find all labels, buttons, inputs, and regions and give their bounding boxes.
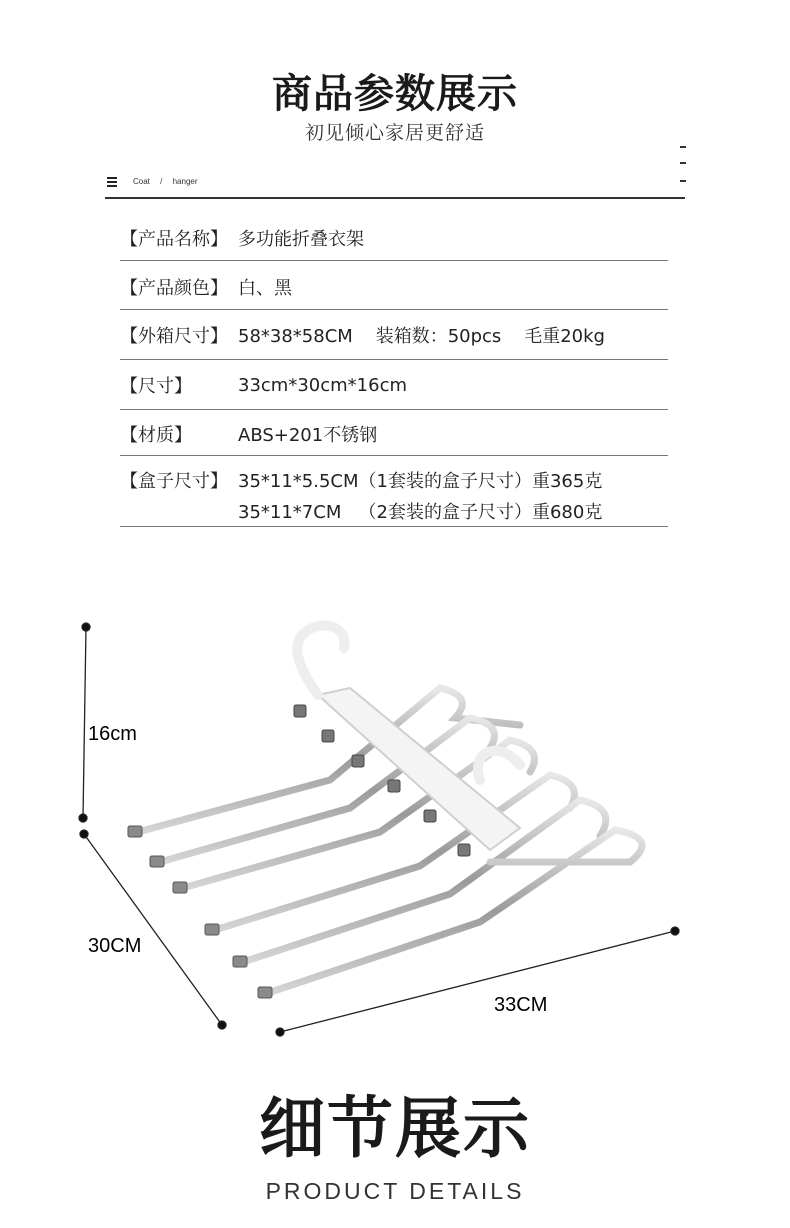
depth-dimension-label: 30CM [88, 935, 142, 957]
spec-label: 【产品颜色】 [120, 278, 228, 299]
spec-value: 白、黑 [238, 278, 292, 299]
spec-row-box [120, 455, 668, 527]
spec-value: 35*11*5.5CM（1套装的盒子尺寸）重365克 [238, 471, 603, 492]
spec-value: 58*38*58CM 装箱数：50pcs 毛重20kg [238, 326, 605, 347]
spec-row-name [120, 214, 668, 261]
spec-row-material [120, 409, 668, 456]
side-dash [680, 146, 686, 148]
spec-label: 【材质】 [120, 425, 192, 446]
spec-value: 多功能折叠衣架 [238, 229, 364, 250]
width-dimension-label: 33CM [494, 994, 548, 1016]
header-divider [105, 197, 685, 199]
spec-value-second: 35*11*7CM （2套装的盒子尺寸）重680克 [238, 502, 603, 523]
page-subtitle: 初见倾心家居更舒适 [304, 122, 485, 144]
side-dash [680, 180, 686, 182]
spec-value: ABS+201不锈钢 [238, 425, 378, 446]
tag-coat: Coat [133, 177, 150, 186]
height-dimension-label: 16cm [88, 723, 137, 745]
side-dash [680, 162, 686, 164]
menu-icon [107, 177, 117, 189]
spec-label: 【盒子尺寸】 [120, 471, 228, 492]
details-subtitle: PRODUCT DETAILS [265, 1178, 525, 1204]
spec-label: 【外箱尺寸】 [120, 326, 228, 347]
spec-row-carton [120, 309, 668, 360]
hanger-body [294, 625, 520, 856]
spec-row-size [120, 359, 668, 410]
category-tag [133, 177, 206, 186]
spec-row-color [120, 260, 668, 310]
tag-separator: / [160, 177, 163, 186]
spec-label: 【产品名称】 [120, 229, 228, 250]
hanger-illustration [0, 600, 790, 1050]
details-title: 细节展示 [259, 1090, 531, 1167]
spec-label: 【尺寸】 [120, 376, 192, 397]
tag-hanger: hanger [172, 177, 198, 186]
spec-value: 33cm*30cm*16cm [238, 375, 408, 396]
page-title: 商品参数展示 [272, 71, 518, 117]
